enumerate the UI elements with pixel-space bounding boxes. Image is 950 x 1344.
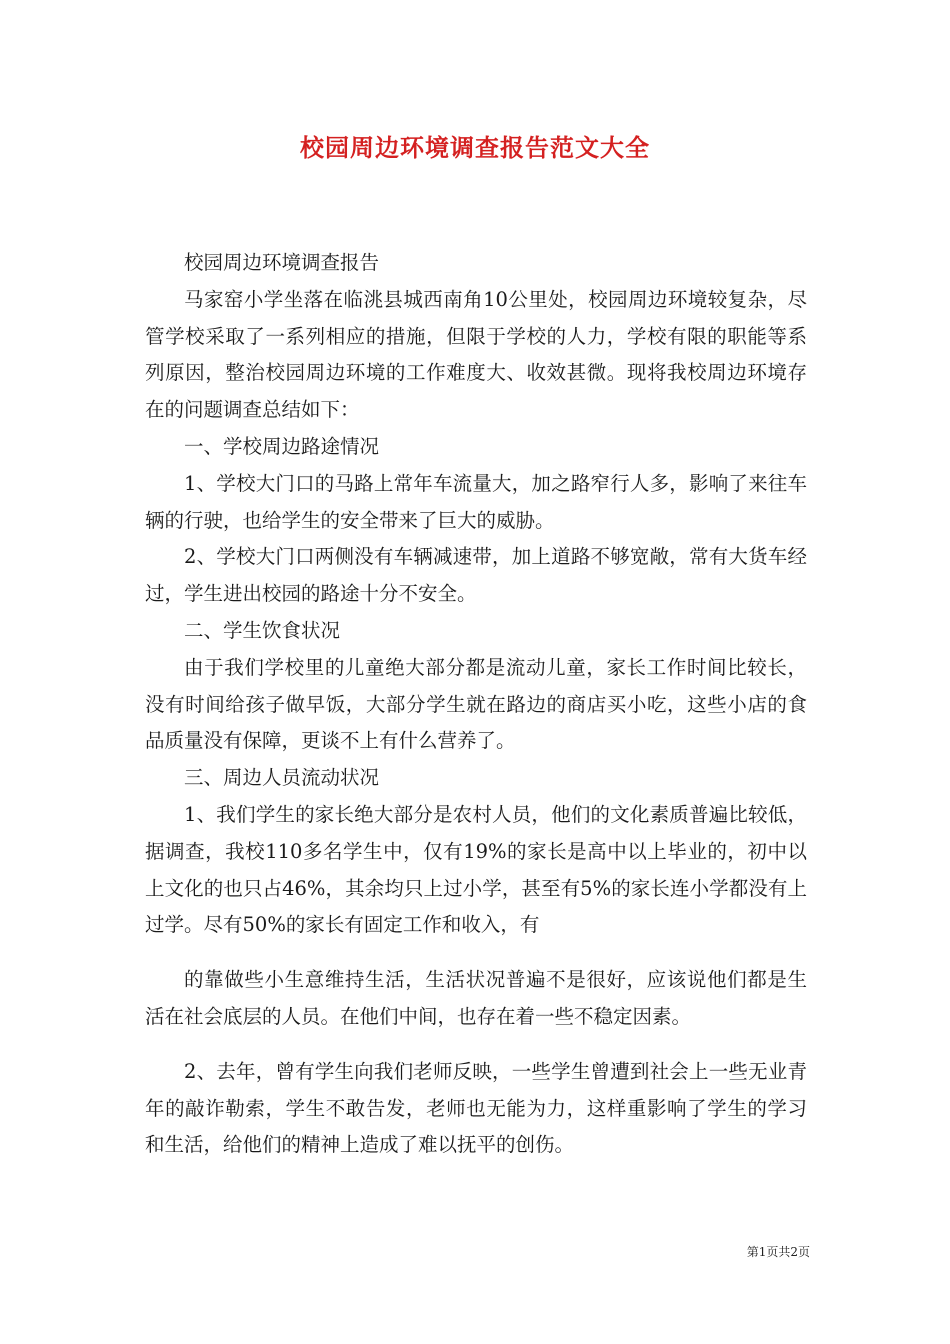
population-item-1-continued: 的靠做些小生意维持生活，生活状况普遍不是很好，应该说他们都是生活在社会底层的人员。在他们中间，也存在着一些不稳定因素。 xyxy=(145,968,807,1028)
road-item-1: 1、学校大门口的马路上常年车流量大，加之路窄行人多，影响了来往车辆的行驶，也给学生的安全带来了巨大的威胁。 xyxy=(145,471,807,532)
page-number: 第1页共2页 xyxy=(746,1245,810,1259)
intro-paragraph: 马家窑小学坐落在临洮县城西南角10公里处，校园周边环境较复杂，尽管学校采取了一系列相应的措施，但限于学校的人力，学校有限的职能等系列原因，整治校园周边环境的工作难度大、收效甚微。现将我校周边环境存在的问题调查总结如下： xyxy=(145,287,807,422)
road-item-2: 2、学校大门口两侧没有车辆减速带，加上道路不够宽敞，常有大货车经过，学生进出校园的路途十分不安全。 xyxy=(145,545,807,606)
report-heading: 校园周边环境调查报告 xyxy=(184,251,380,274)
section-heading-road: 一、学校周边路途情况 xyxy=(184,434,380,458)
population-item-2: 2、去年，曾有学生向我们老师反映，一些学生曾遭到社会上一些无业青年的敲诈勒索，学生不敢告发，老师也无能为力，这样重影响了学生的学习和生活，给他们的精神上造成了难以抚平的创伤。 xyxy=(145,1059,807,1157)
section-heading-diet: 二、学生饮食状况 xyxy=(184,618,341,642)
page-title: 校园周边环境调查报告范文大全 xyxy=(300,134,650,162)
document-body xyxy=(145,245,807,1164)
diet-paragraph: 由于我们学校里的儿童绝大部分都是流动儿童，家长工作时间比较长，没有时间给孩子做早饭，大部分学生就在路边的商店买小吃，这些小店的食品质量没有保障，更谈不上有什么营养了。 xyxy=(145,655,807,753)
population-item-1: 1、我们学生的家长绝大部分是农村人员，他们的文化素质普遍比较低，据调查，我校110多名学生中，仅有19%的家长是高中以上毕业的，初中以上文化的也只占46%，其余均只上过小学，甚至有5%的家长连小学都没有上过学。尽有50%的家长有固定工作和收入，有 xyxy=(145,802,807,937)
section-heading-population: 三、周边人员流动状况 xyxy=(184,766,380,790)
